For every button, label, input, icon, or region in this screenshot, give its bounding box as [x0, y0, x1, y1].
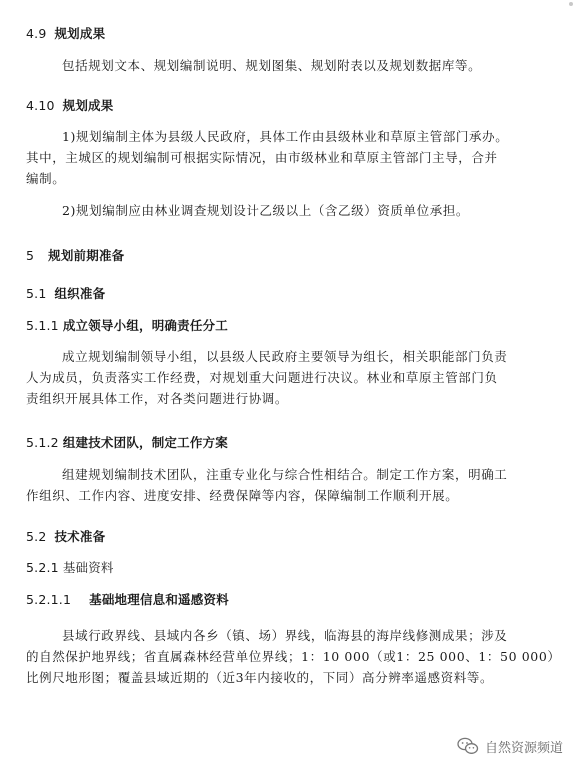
paragraph-line: 责组织开展具体工作，对各类问题进行协调。: [26, 391, 289, 406]
heading-title: 成立领导小组，明确责任分工: [62, 318, 228, 333]
paragraph-line: 组建规划编制技术团队，注重专业化与综合性相结合。制定工作方案，明确工: [62, 467, 508, 482]
heading-5-2-1: [26, 558, 114, 576]
paragraph-line: 成立规划编制领导小组，以县级人民政府主要领导为组长，相关职能部门负责: [62, 349, 508, 364]
heading-4-9: [26, 24, 105, 42]
heading-5: [26, 246, 124, 264]
paragraph-4-9: [62, 55, 562, 76]
paragraph-line: 2)规划编制应由林业调查规划设计乙级以上（含乙级）资质单位承担。: [62, 203, 470, 218]
heading-5-2-1-1: [26, 590, 229, 608]
paragraph-line: 编制。: [26, 171, 66, 186]
paragraph-line: 包括规划文本、规划编制说明、规划图集、规划附表以及规划数据库等。: [62, 58, 482, 73]
paragraph-line: 县域行政界线、县域内各乡（镇、场）界线，临海县的海岸线修测成果；涉及: [62, 628, 508, 643]
heading-title: 规划前期准备: [48, 248, 125, 263]
paragraph-4-10-item1: [26, 126, 526, 189]
paragraph-line: 其中，主城区的规划编制可根据实际情况，由市级林业和草原主管部门主导，合并: [26, 150, 498, 165]
heading-title: 基础资料: [62, 560, 114, 575]
heading-number: 5.2: [26, 529, 47, 544]
heading-5-2: [26, 527, 105, 545]
paragraph-line: 作组织、工作内容、进度安排、经费保障等内容，保障编制工作顺利开展。: [26, 488, 459, 503]
heading-title: 组建技术团队，制定工作方案: [62, 435, 228, 450]
corner-mark: [569, 2, 573, 6]
paragraph-5-1-2: [26, 464, 526, 506]
paragraph-line: 的自然保护地界线；省直属森林经营单位界线；1：10 000（或1：25 000、1：50 000）: [26, 649, 561, 664]
heading-5-1-2: [26, 433, 228, 451]
heading-title: 规划成果: [62, 98, 114, 113]
paragraph-line: 人为成员，负责落实工作经费，对规划重大问题进行决议。林业和草原主管部门负: [26, 370, 498, 385]
heading-5-1-1: [26, 316, 228, 334]
heading-number: 5.1.2: [26, 435, 59, 450]
heading-number: 5.1: [26, 286, 47, 301]
heading-number: 5.1.1: [26, 318, 59, 333]
watermark: [457, 733, 563, 759]
heading-title: 规划成果: [54, 26, 106, 41]
heading-title: 组织准备: [54, 286, 106, 301]
paragraph-5-1-1: [26, 346, 526, 409]
heading-5-1: [26, 284, 105, 302]
heading-number: 4.10: [26, 98, 55, 113]
paragraph-line: 比例尺地形图；覆盖县域近期的（近3年内接收的，下同）高分辨率遥感资料等。: [26, 670, 494, 685]
heading-number: 5: [26, 248, 35, 263]
heading-title: 基础地理信息和遥感资料: [89, 592, 229, 607]
paragraph-line: 1)规划编制主体为县级人民政府，具体工作由县级林业和草原主管部门承办。: [62, 129, 509, 144]
watermark-text: 自然资源频道: [484, 740, 563, 756]
heading-number: 5.2.1: [26, 560, 59, 575]
wechat-icon: [457, 737, 479, 755]
heading-title: 技术准备: [54, 529, 106, 544]
heading-4-10: [26, 96, 113, 114]
heading-number: 4.9: [26, 26, 47, 41]
heading-number: 5.2.1.1: [26, 592, 72, 607]
paragraph-4-10-item2: [62, 200, 562, 221]
paragraph-5-2-1-1: [26, 625, 561, 688]
